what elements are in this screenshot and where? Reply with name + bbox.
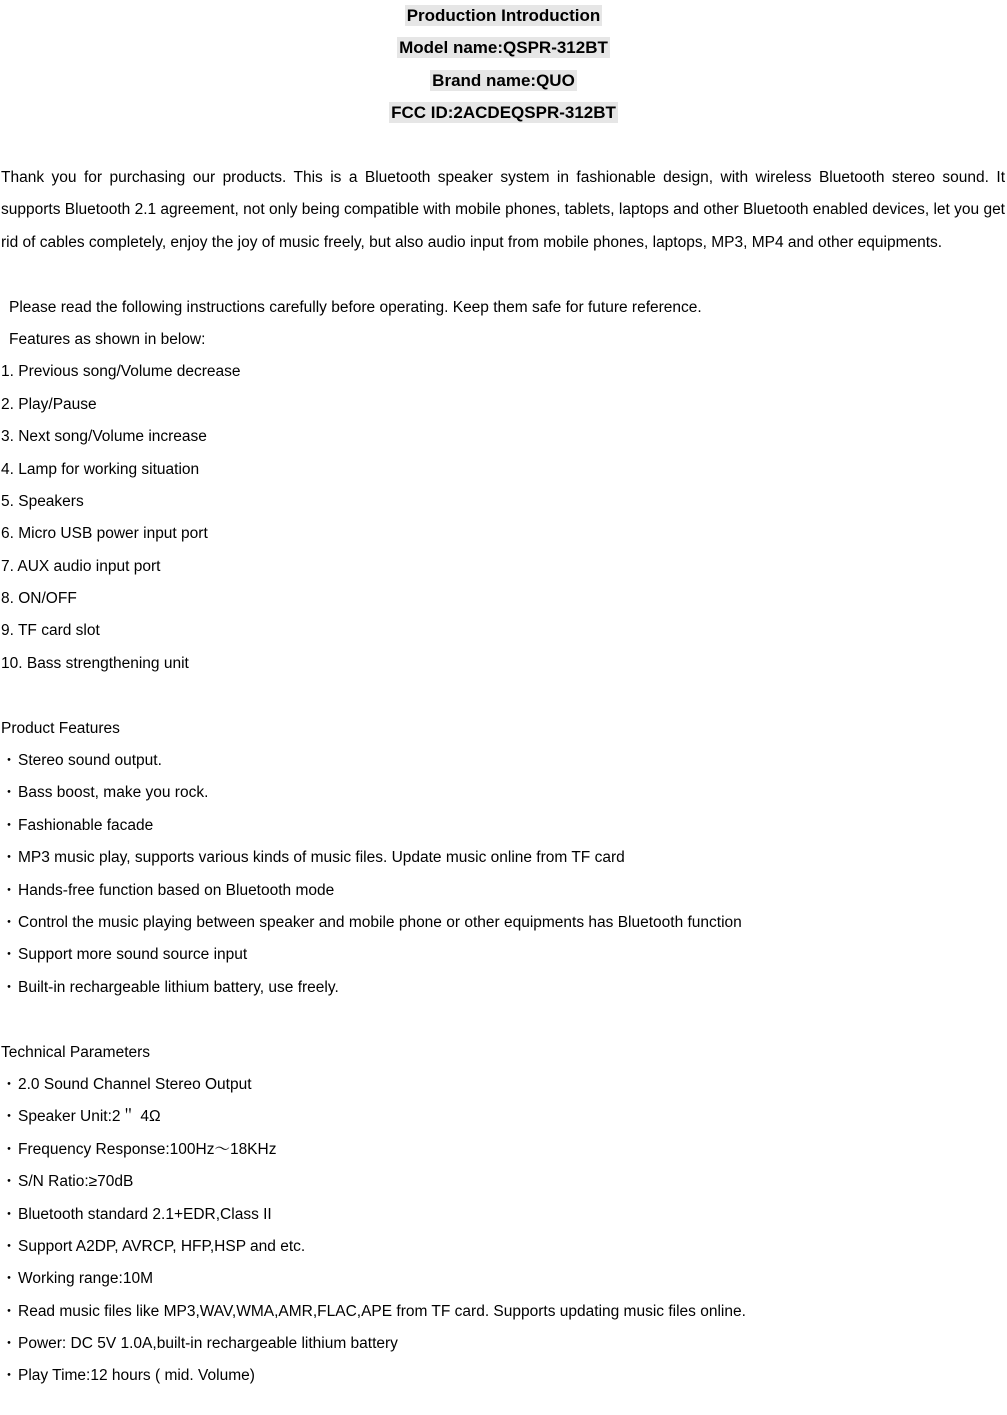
list-item: ・ Power: DC 5V 1.0A,built-in rechargeable lithium battery (0, 1328, 1007, 1360)
list-item: ・ Stereo sound output. (0, 745, 1007, 777)
list-item: ・ Control the music playing between speaker and mobile phone or other equipments has Bluetooth function (0, 907, 1007, 939)
doc-title-text: Production Introduction (406, 6, 601, 25)
technical-parameters-list (0, 1069, 1007, 1393)
list-item: ・ 2.0 Sound Channel Stereo Output (0, 1069, 1007, 1101)
list-item: ・ Support more sound source input (0, 939, 1007, 971)
list-item: ・ Play Time:12 hours ( mid. Volume) (0, 1360, 1007, 1392)
spacer (0, 680, 1007, 712)
list-item: ・ Bass boost, make you rock. (0, 777, 1007, 809)
list-item: ・ Read music files like MP3,WAV,WMA,AMR,FLAC,APE from TF card. Supports updating music files online. (0, 1296, 1007, 1328)
list-item: ・ Speaker Unit:2＂ 4Ω (0, 1101, 1007, 1133)
spacer (0, 259, 1007, 291)
fcc-id (0, 97, 1007, 129)
list-item: 6. Micro USB power input port (1, 525, 208, 543)
model-name (0, 32, 1007, 64)
list-item: ・ S/N Ratio:≥70dB (0, 1166, 1007, 1198)
instruction-note: Please read the following instructions carefully before operating. Keep them safe for future reference. (9, 298, 702, 316)
list-item: ・ Frequency Response:100Hz～18KHz (0, 1134, 1007, 1166)
list-item: ・ Bluetooth standard 2.1+EDR,Class II (0, 1199, 1007, 1231)
features-lead: Features as shown in below: (9, 330, 206, 348)
list-item: 1. Previous song/Volume decrease (1, 363, 241, 381)
list-item: 4. Lamp for working situation (1, 460, 200, 478)
spacer (0, 1004, 1007, 1036)
product-features-heading: Product Features (1, 719, 120, 737)
list-item: 10. Bass strengthening unit (1, 654, 189, 672)
list-item: 3. Next song/Volume increase (1, 428, 207, 446)
list-item: ・ MP3 music play, supports various kinds of music files. Update music online from TF card (0, 842, 1007, 874)
technical-parameters-heading: Technical Parameters (1, 1043, 151, 1061)
list-item: ・ Support A2DP, AVRCP, HFP,HSP and etc. (0, 1231, 1007, 1263)
list-item: 5. Speakers (1, 492, 84, 510)
doc-title (0, 0, 1007, 32)
fcc-id-text: FCC ID:2ACDEQSPR-312BT (391, 103, 616, 123)
list-item: 9. TF card slot (1, 622, 100, 640)
list-item: ・ Fashionable facade (0, 810, 1007, 842)
list-item: 2. Play/Pause (1, 395, 97, 413)
list-item: ・ Built-in rechargeable lithium battery, use freely. (0, 972, 1007, 1004)
numbered-feature-list (0, 356, 1007, 680)
brand-name (0, 65, 1007, 97)
list-item: 8. ON/OFF (1, 590, 77, 608)
product-features-list (0, 745, 1007, 1004)
spacer (0, 130, 1007, 162)
brand-name-text: Brand name:QUO (432, 70, 575, 90)
intro-paragraph: Thank you for purchasing our products. This is a Bluetooth speaker system in fashionable design, with wireless Bluetooth stereo sound. It supports Bluetooth 2.1 agreement, not only being compatible with mobile phones, tablets, laptops and other Bluetooth enabled devices, let you get rid of cables completely, enjoy the joy of music freely, but also audio input from mobile phones, laptops, MP3, MP4 and other equipments. (1, 168, 1005, 251)
model-name-text: Model name:QSPR-312BT (399, 38, 608, 58)
list-item: ・ Working range:10M (0, 1263, 1007, 1295)
list-item: 7. AUX audio input port (1, 557, 161, 575)
list-item: ・ Hands-free function based on Bluetooth mode (0, 875, 1007, 907)
